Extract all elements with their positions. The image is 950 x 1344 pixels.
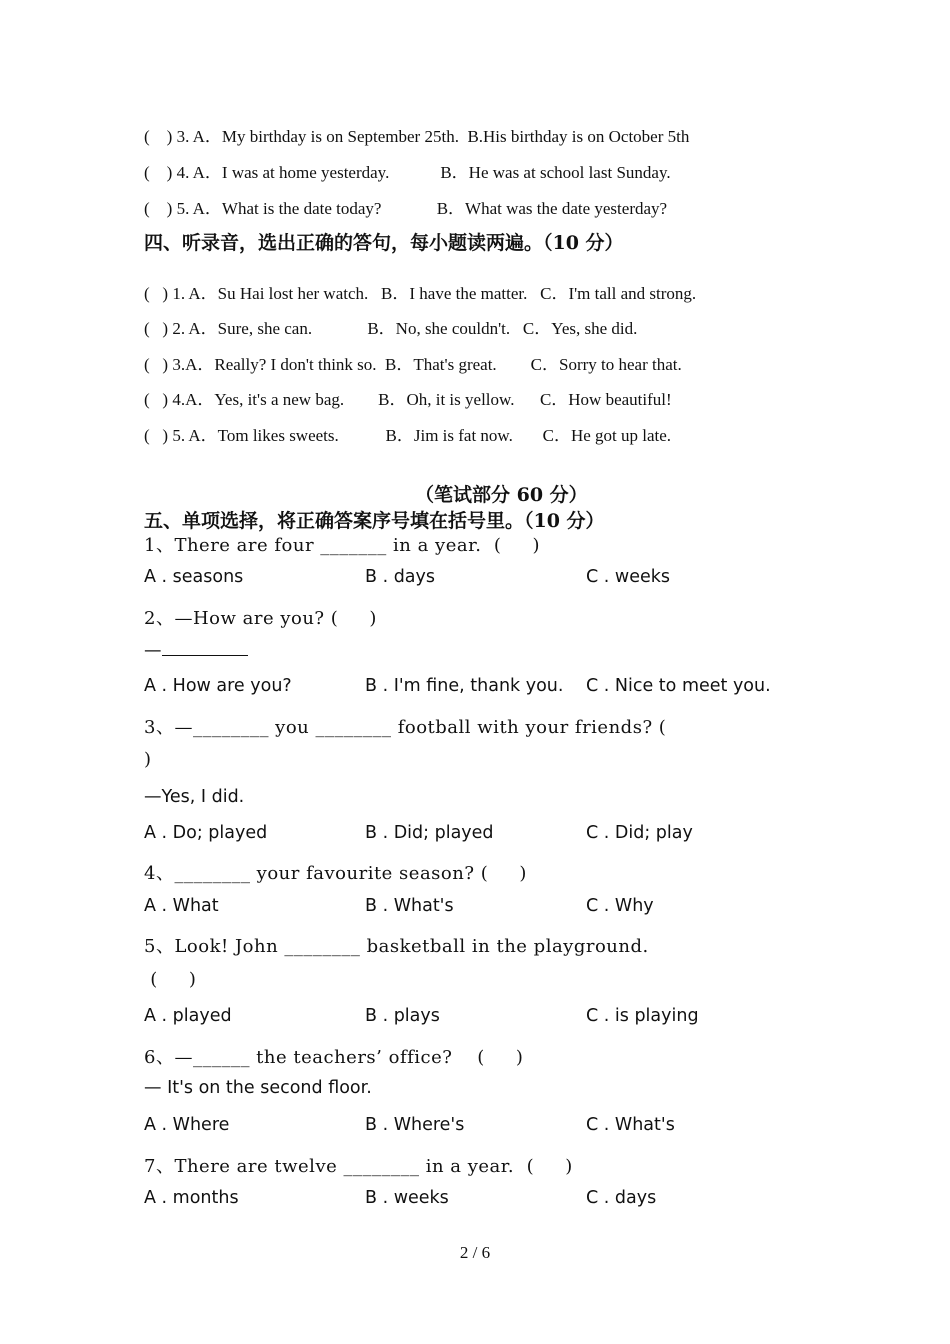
part4-line-4: ( ) 4.A．Yes, it's a new bag. B．Oh, it is yellow. C．How beautiful! [144, 390, 672, 409]
q1-option-c: C . weeks [586, 567, 671, 587]
q5-option-b: B . plays [365, 1006, 440, 1026]
q4-option-b: B . What's [365, 896, 454, 916]
q5-option-c: C . is playing [586, 1006, 699, 1026]
q3-option-c: C . Did; play [586, 823, 693, 843]
q2-reply-dash: — [144, 641, 162, 661]
q4-stem: 4、________ your favourite season? ( ) [144, 863, 527, 884]
q7-option-b: B . weeks [365, 1188, 449, 1208]
q7-option-c: C . days [586, 1188, 657, 1208]
part3-line-4: ( ) 4. A．I was at home yesterday. B．He was at school last Sunday. [144, 163, 671, 182]
part3-line-5: ( ) 5. A．What is the date today? B．What was the date yesterday? [144, 199, 668, 218]
part4-heading: 四、听录音，选出正确的答句，每小题读两遍。（10 分） [144, 232, 624, 254]
q3-reply: —Yes, I did. [144, 787, 245, 807]
q5-stem-cont: ( ) [144, 969, 197, 990]
q1-stem: 1、There are four _______ in a year. ( ) [144, 535, 541, 556]
q7-stem: 7、There are twelve ________ in a year. ( ) [144, 1156, 573, 1177]
part4-line-5: ( ) 5. A．Tom likes sweets. B．Jim is fat now. C．He got up late. [144, 426, 672, 445]
q5-stem: 5、Look! John ________ basketball in the playground. [144, 936, 649, 957]
q2-option-c: C . Nice to meet you. [586, 676, 771, 696]
part4-line-1: ( ) 1. A．Su Hai lost her watch. B．I have the matter. C．I'm tall and strong. [144, 284, 697, 303]
q3-option-a: A . Do; played [144, 823, 268, 843]
q2-option-b: B . I'm fine, thank you. [365, 676, 564, 696]
part5-heading: 五、单项选择，将正确答案序号填在括号里。（10 分） [144, 510, 605, 532]
written-section-title: （笔试部分 60 分） [415, 484, 588, 506]
q4-option-a: A . What [144, 896, 219, 916]
q4-option-c: C . Why [586, 896, 654, 916]
q6-option-a: A . Where [144, 1115, 230, 1135]
part4-line-2: ( ) 2. A．Sure, she can. B．No, she couldn't. C．Yes, she did. [144, 319, 638, 338]
q2-option-a: A . How are you? [144, 676, 292, 696]
part4-line-3: ( ) 3.A．Really? I don't think so. B．That's great. C．Sorry to hear that. [144, 355, 682, 374]
q1-option-a: A . seasons [144, 567, 244, 587]
q6-stem: 6、—______ the teachers’ office? ( ) [144, 1047, 524, 1068]
q1-option-b: B . days [365, 567, 435, 587]
q3-stem-cont: ) [144, 749, 152, 770]
q2-stem: 2、—How are you? ( ) [144, 608, 377, 629]
q6-option-c: C . What's [586, 1115, 675, 1135]
q2-reply [144, 640, 248, 661]
q6-reply: — It's on the second floor. [144, 1078, 372, 1098]
q7-option-a: A . months [144, 1188, 239, 1208]
q5-option-a: A . played [144, 1006, 232, 1026]
q2-answer-blank [162, 640, 248, 656]
q3-option-b: B . Did; played [365, 823, 494, 843]
page-number: 2 / 6 [459, 1243, 491, 1262]
part3-line-3: ( ) 3. A．My birthday is on September 25th. B.His birthday is on October 5th [144, 127, 690, 146]
q3-stem: 3、—________ you ________ football with your friends? ( [144, 717, 667, 738]
q6-option-b: B . Where's [365, 1115, 465, 1135]
